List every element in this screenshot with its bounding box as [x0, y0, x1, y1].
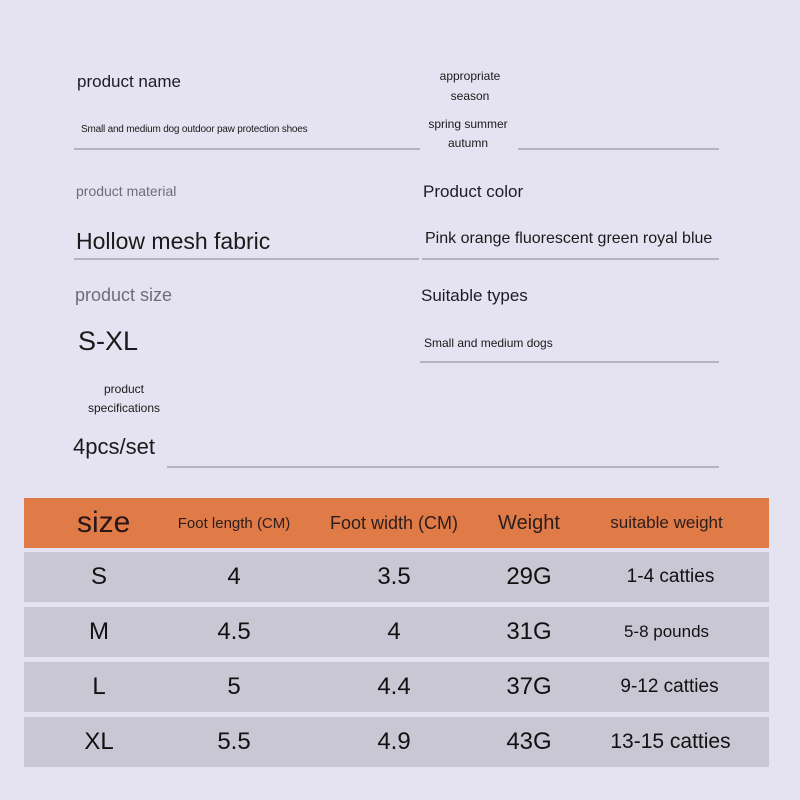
- header-weight: Weight: [498, 511, 560, 534]
- cell-size: M: [89, 618, 109, 645]
- cell-suitable-weight: 5-8 pounds: [623, 622, 710, 641]
- header-foot-width: Foot width (CM): [329, 512, 459, 533]
- season-value: spring summer autumn: [428, 117, 508, 150]
- season-label: appropriate season: [439, 69, 501, 103]
- specs-label: product specifications: [87, 382, 161, 415]
- cell-foot-length: 5.5: [217, 728, 251, 755]
- header-foot-length: Foot length (CM): [177, 514, 291, 532]
- types-value: Small and medium dogs: [424, 336, 553, 350]
- header-size: size: [77, 506, 131, 539]
- table-header: [24, 498, 769, 548]
- divider: [167, 466, 719, 468]
- product-name-label: product name: [77, 72, 181, 91]
- material-value: Hollow mesh fabric: [76, 228, 271, 254]
- cell-suitable-weight: 9-12 catties: [620, 676, 719, 697]
- size-table: [24, 498, 769, 772]
- size-label: product size: [75, 285, 173, 305]
- cell-foot-length: 4: [227, 563, 241, 590]
- color-value: Pink orange fluorescent green royal blue: [425, 230, 713, 247]
- product-name-value: Small and medium dog outdoor paw protection shoes: [81, 124, 308, 135]
- types-label: Suitable types: [421, 286, 528, 305]
- material-label: product material: [76, 183, 177, 199]
- divider: [518, 148, 719, 150]
- size-value: S-XL: [78, 326, 139, 356]
- cell-foot-width: 3.5: [377, 563, 411, 590]
- specs-value: 4pcs/set: [73, 434, 155, 459]
- divider: [74, 148, 420, 150]
- cell-weight: 37G: [506, 673, 552, 700]
- cell-foot-width: 4: [387, 618, 401, 645]
- divider: [422, 258, 719, 260]
- table-row: [24, 552, 769, 602]
- cell-foot-length: 5: [227, 673, 241, 700]
- table-row: [24, 662, 769, 712]
- cell-weight: 43G: [506, 728, 552, 755]
- table-row: [24, 717, 769, 767]
- divider: [420, 361, 719, 363]
- color-label: Product color: [423, 182, 524, 201]
- cell-size: L: [92, 673, 106, 700]
- table-row: [24, 607, 769, 657]
- cell-size: S: [90, 563, 107, 590]
- cell-weight: 29G: [506, 563, 552, 590]
- cell-size: XL: [84, 728, 114, 755]
- cell-suitable-weight: 1-4 catties: [626, 566, 715, 587]
- cell-foot-length: 4.5: [217, 618, 251, 645]
- cell-suitable-weight: 13-15 catties: [610, 730, 731, 753]
- divider: [74, 258, 419, 260]
- cell-foot-width: 4.4: [377, 673, 411, 700]
- cell-weight: 31G: [506, 618, 552, 645]
- header-suitable-weight: suitable weight: [610, 513, 723, 532]
- cell-foot-width: 4.9: [377, 728, 411, 755]
